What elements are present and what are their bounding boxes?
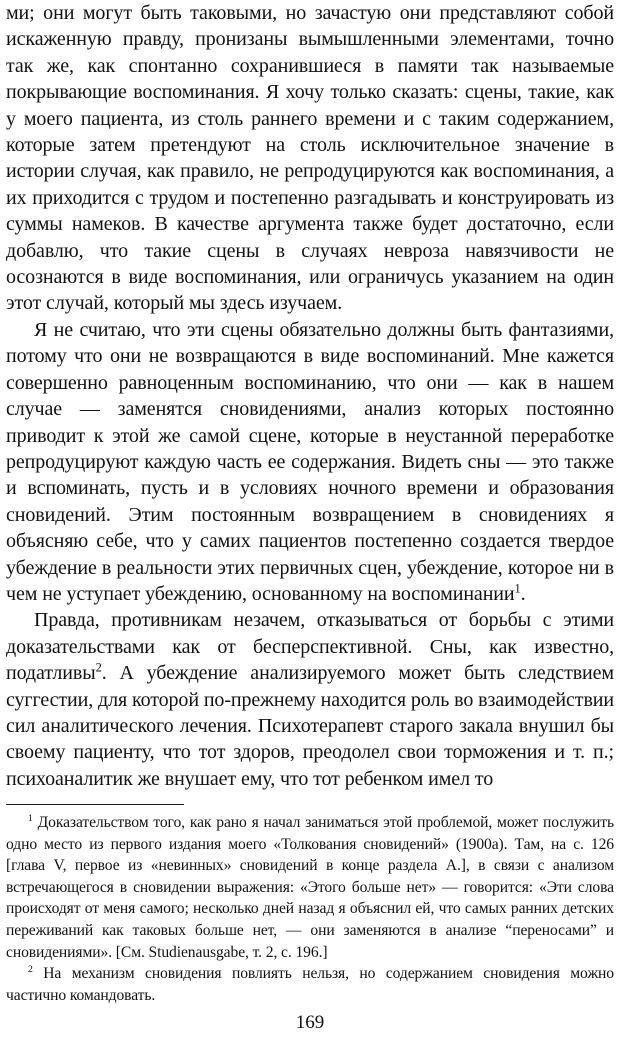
- paragraph-1: ми; они могут быть таковыми, но зачастую они представляют собой искаженную правду, пронизаны вымышленными элементами, точно так же, как спонтанно сохранившиеся в памяти так называемые покрывающие воспоминания. Я хочу только сказать: сцены, такие, как у моего пациента, из столь раннего времени и с таким содержанием, которые затем претендуют на столь исключительное значение в истории случая, как правило, не репродуцируются как воспоминания, а их приходится с трудом и постепенно разгадывать и конструировать из суммы намеков. В качестве аргумента также будет достаточно, если добавлю, что такие сцены в случаях невроза навязчивости не осознаются в виде воспоминания, или ограничусь указанием на один этот случай, который мы здесь изучаем.: [6, 2, 614, 315]
- page-number: 169: [295, 1012, 325, 1033]
- paragraph-2: Я не считаю, что эти сцены обязательно должны быть фантазиями, потому что они не возвращаются в виде воспоминаний. Мне кажется совершенно равноценным воспоминанию, что они — как в нашем случае — заменятся сновидениями, анализ которых постоянно приводит к этой же самой сцене, которые в неустанной переработке репродуцируют каждую часть ее содержания. Видеть сны — это также и вспоминать, пусть и в условиях ночного времени и образования сновидений. Этим постоянным возвращением в сновидениях я объясняю себе, что у самих пациентов постепенно создается твердое убеждение в реальности этих первичных сцен, убеждение, которое ни в чем не уступает убеждению, основанному на воспоминании$^1$.: [6, 318, 614, 605]
- footnote-marker: 1: [28, 812, 33, 824]
- footnote-marker: 1: [514, 581, 521, 596]
- paragraph-3: Правда, противникам незачем, отказываться от борьбы с этими доказательствами как от бесперспективной. Сны, как известно, податливы$^2$. А убеждение анализируемого может быть следствием суггестии, для которой по-прежнему находится роль во взаимодействии сил аналитического лечения. Психотерапевт старого закала внушил бы своему пациенту, что тот здоров, преодолел свои торможения и т. п.; психоаналитик же внушает ему, что тот ребенком имел то: [6, 609, 614, 790]
- footnote-marker: 2: [28, 963, 33, 975]
- main-text: [6, 0, 614, 792]
- book-page: [6, 0, 614, 1037]
- footnote-marker: 2: [95, 660, 102, 675]
- footnote-1: $^1$ Доказательством того, как рано я начал заниматься этой проблемой, может послужить одно место из первого издания моего «Толкования сновидений» (1900a). Там, на с. 126 [глава V, первое из «невинных» сновидений в конце раздела А.], в связи с анализом встречающегося в сновидении выражения: «Этого больше нет» — говорится: «Эти слова происходят от меня самого; несколько дней назад я объяснил ей, что самых ранних детских переживаний как таковых больше нет, — они заменяются в анализе “переносами” и сновидениями». [См. Studienausgabe, т. 2, с. 196.]: [6, 812, 614, 961]
- footnote-2: $^2$ На механизм сновидения повлиять нельзя, но содержанием сновидения можно частично командовать.: [6, 963, 614, 1004]
- footnote-separator: [6, 804, 184, 805]
- footnotes: [6, 812, 614, 1006]
